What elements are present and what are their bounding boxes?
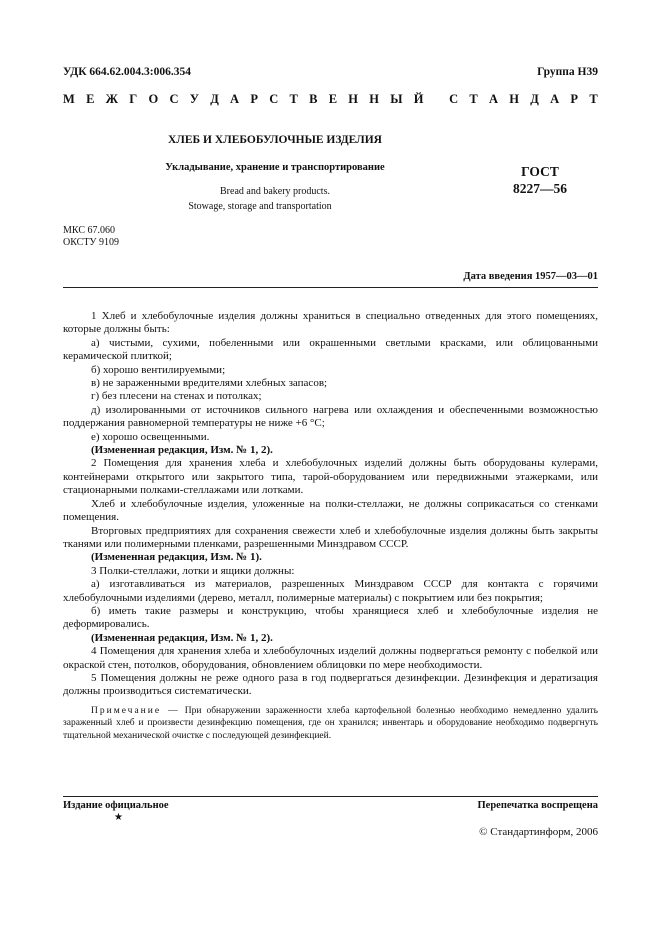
footer-divider — [63, 796, 598, 797]
copyright: © Стандартинформ, 2006 — [479, 826, 598, 838]
gost-code: 8227—56 — [513, 181, 567, 196]
paragraph: 1 Хлеб и хлебобулочные изделия должны храниться в специально отведенных для этого помещениях, которые должны быть: — [63, 310, 598, 336]
banner-letter: Т — [289, 92, 298, 106]
edition-label: Издание официальное — [63, 800, 169, 811]
banner-letter: Т — [589, 92, 598, 106]
banner-letter: Т — [469, 92, 478, 106]
standard-banner — [63, 92, 598, 107]
group-code: Группа Н39 — [537, 66, 598, 78]
paragraph: в) не зараженными вредителями хлебных запасов; — [91, 377, 328, 390]
banner-letter: Р — [570, 92, 579, 106]
banner-letter: Й — [413, 92, 424, 106]
banner-letter: С — [449, 92, 459, 106]
amendment-note: (Измененная редакция, Изм. № 1, 2). — [91, 631, 273, 644]
paragraph: д) изолированными от источников сильного нагрева или охлаждения и обеспеченными возможностью поддержания равномерной температуры не ниже +6 °С; — [63, 403, 598, 430]
paragraph: 4 Помещения для хранения хлеба и хлебобулочных изделий должны подвергаться ремонту с побелкой или окраской стен, потолков, оборудования, обновлением облицовки по мере необходимости. — [63, 645, 598, 671]
banner-letter: Е — [86, 92, 95, 106]
divider — [63, 287, 598, 288]
banner-letter: Ы — [390, 92, 403, 106]
banner-letter: У — [189, 92, 199, 106]
banner-letter: С — [169, 92, 179, 106]
banner-letter: М — [63, 92, 75, 106]
banner-letter: Г — [129, 92, 138, 106]
amendment-note: (Измененная редакция, Изм. № 1, 2). — [91, 444, 273, 457]
banner-letter: С — [269, 92, 279, 106]
banner-letter — [435, 92, 438, 107]
okstu-code: ОКСТУ 9109 — [63, 237, 120, 248]
banner-letter: Н — [369, 92, 379, 106]
banner-letter: Д — [530, 92, 539, 106]
paragraph: 3 Полки-стеллажи, лотки и ящики должны: — [91, 564, 295, 577]
amendment-note: (Измененная редакция, Изм. № 1). — [91, 551, 262, 564]
english-title-line1: Bread and bakery products. — [220, 186, 330, 197]
banner-letter: Е — [328, 92, 338, 106]
mks-code: МКС 67.060 — [63, 225, 115, 236]
paragraph: 2 Помещения для хранения хлеба и хлебобулочных изделий должны быть оборудованы кулерами, контейнерами открытого или закрытого типа, тарой-оборудованием или передвижными этажерками, или стационарными полками-стеллажами или лотками. — [63, 457, 598, 497]
banner-letter: О — [148, 92, 159, 106]
banner-letter: Р — [250, 92, 258, 106]
document-title: ХЛЕБ И ХЛЕБОБУЛОЧНЫЕ ИЗДЕЛИЯ — [168, 134, 382, 146]
paragraph: Вторговых предприятиях для сохранения свежести хлеб и хлебобулочные изделия должны быть закрыты тканями или полимерными пленками, разрешенными Минздравом СССР. — [63, 524, 598, 550]
document-body — [63, 310, 598, 743]
banner-letter: Ж — [105, 92, 119, 106]
gost-label: ГОСТ — [521, 164, 559, 179]
effective-date: Дата введения 1957—03—01 — [463, 271, 598, 282]
udk-code: УДК 664.62.004.3:006.354 — [63, 66, 191, 78]
paragraph: а) чистыми, сухими, побеленными или окрашенными светлыми красками, или облицованными керамической плиткой; — [63, 336, 598, 363]
classification-codes — [63, 225, 119, 249]
note — [63, 705, 598, 743]
paragraph: г) без плесени на стенах и потолках; — [91, 390, 262, 403]
reprint-notice: Перепечатка воспрещена — [477, 800, 598, 811]
document-subtitle: Укладывание, хранение и транспортирование — [165, 162, 385, 173]
banner-letter: Д — [210, 92, 219, 106]
note-label: Примечание — — [91, 705, 180, 716]
paragraph: Хлеб и хлебобулочные изделия, уложенные на полки-стеллажи, не должны соприкасаться со стенками помещения. — [63, 497, 598, 524]
banner-letter: А — [230, 92, 240, 106]
banner-letter: В — [309, 92, 318, 106]
banner-letter: Н — [509, 92, 520, 106]
paragraph: а) изготавливаться из материалов, разрешенных Минздравом СССР для контакта с горячими хлебобулочными изделиями (дерево, металл, полимерные материалы) с покрытием или без покрытия; — [63, 578, 598, 604]
star-icon: ★ — [114, 812, 123, 823]
banner-letter: А — [489, 92, 499, 106]
paragraph: е) хорошо освещенными. — [91, 430, 210, 443]
english-title-line2: Stowage, storage and transportation — [188, 201, 332, 212]
paragraph: б) хорошо вентилируемыми; — [91, 363, 226, 376]
paragraph: б) иметь такие размеры и конструкцию, чтобы хранящиеся хлеб и хлебобулочные изделия не деформировались. — [63, 604, 598, 631]
banner-letter: Н — [348, 92, 359, 106]
paragraph: 5 Помещения должны не реже одного раза в год подвергаться дезинфекции. Дезинфекция и дератизация должны производиться систематически. — [63, 671, 598, 698]
note-text: При обнаружении зараженности хлеба картофельной болезнью необходимо немедленно удалить зараженный хлеб и произвести дезинфекцию помещения, где он хранился; инвентарь и оборудование необходимо подвергнуть тщательной механической очистке с последующей дезинфекцией. — [63, 705, 598, 741]
banner-letter: А — [550, 92, 560, 106]
gost-number — [495, 163, 585, 197]
